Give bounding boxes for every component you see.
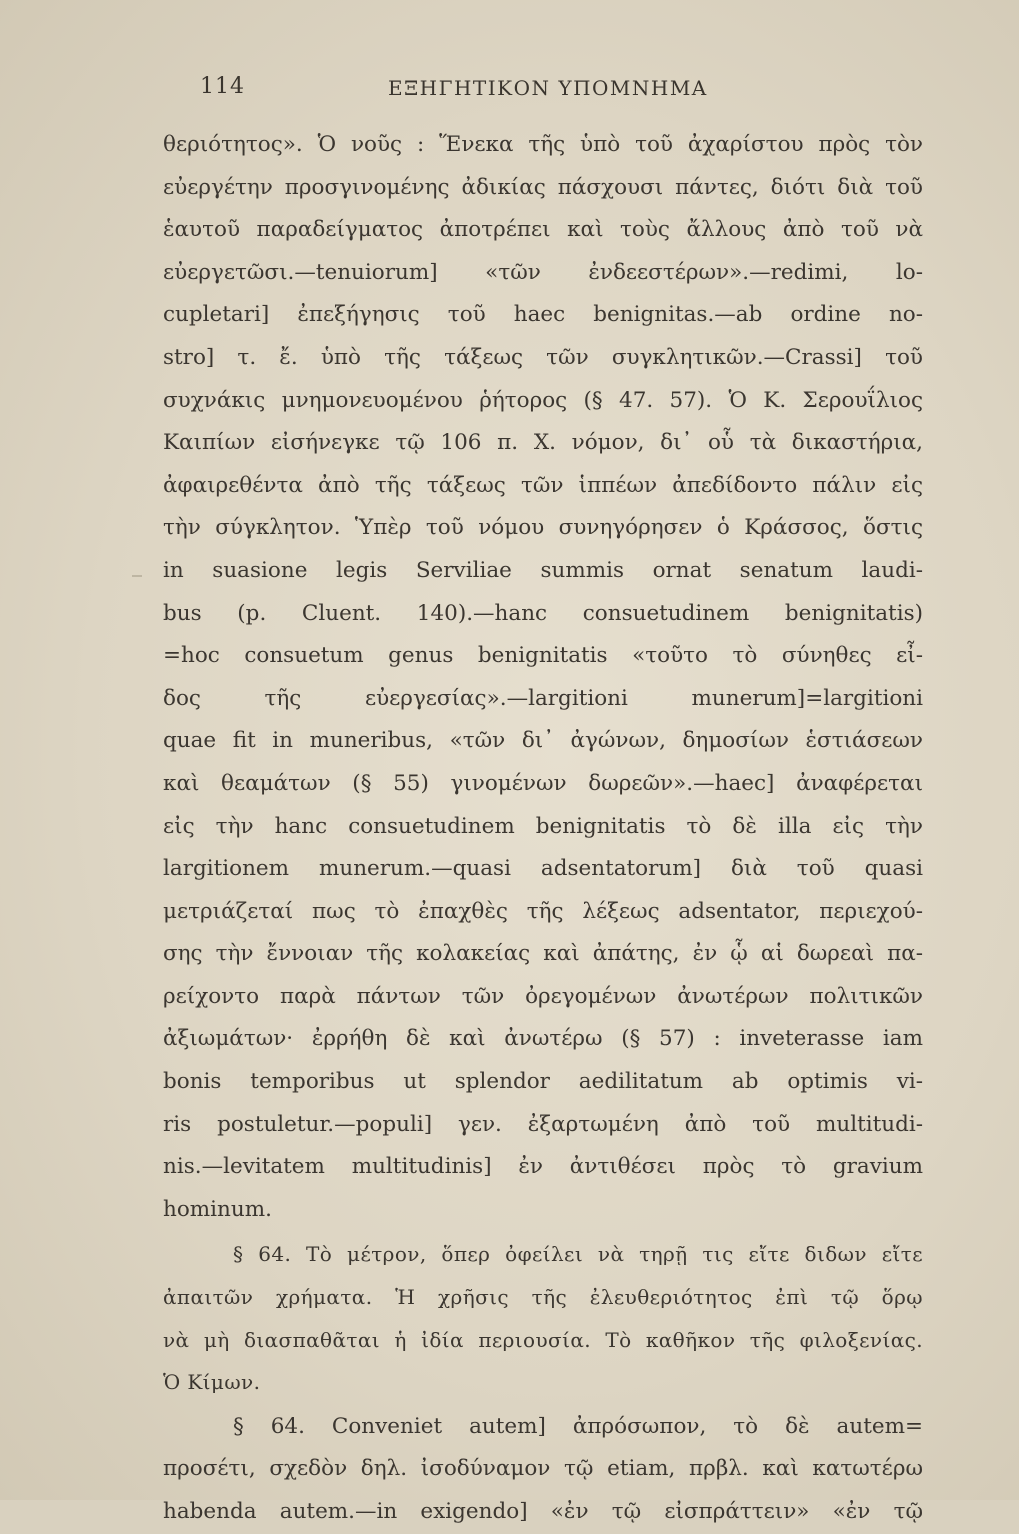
text-line: τὴν σύγκλητον. Ὑπὲρ τοῦ νόμου συνηγόρησεν ὁ Κράσσος, ὅστις: [163, 515, 923, 541]
text-line: bonis temporibus ut splendor aedilitatum ab optimis vi-: [163, 1069, 923, 1095]
text-line: habenda autem.—in exigendo] «ἐν τῷ εἰσπράττειν» «ἐν τῷ: [163, 1499, 923, 1524]
page-number: 114: [200, 74, 245, 99]
commentary-text: [163, 124, 923, 1534]
text-line: largitionem munerum.—quasi adsentatorum] διὰ τοῦ quasi: [163, 856, 923, 882]
text-line: εὐεργετῶσι.—tenuiorum] «τῶν ἐνδεεστέρων».—redimi, lo-: [163, 259, 923, 285]
text-line: =hoc consuetum genus benignitatis «τοῦτο τὸ σύνηθες εἶ-: [163, 643, 923, 669]
text-line: bus (p. Cluent. 140).—hanc consuetudinem benignitatis): [163, 600, 923, 626]
text-line: stro] τ. ἔ. ὑπὸ τῆς τάξεως τῶν συγκλητικῶν.—Crassi] τοῦ: [163, 344, 923, 370]
text-line: προσέτι, σχεδὸν δηλ. ἰσοδύναμον τῷ etiam, πρβλ. καὶ κατωτέρω: [163, 1456, 923, 1482]
text-line: § 64. Conveniet autem] ἀπρόσωπον, τὸ δὲ autem=: [233, 1413, 923, 1439]
text-line: εὐεργέτην προσγινομένης ἀδικίας πάσχουσι πάντες, διότι διὰ τοῦ: [163, 174, 923, 200]
text-line: ἀφαιρεθέντα ἀπὸ τῆς τάξεως τῶν ἱππέων ἀπεδίδοντο πάλιν εἰς: [163, 472, 923, 498]
text-line: quae fit in muneribus, «τῶν δι᾽ ἀγώνων, δημοσίων ἑστιάσεων: [163, 728, 923, 754]
running-title: ΕΞΗΓΗΤΙΚΟΝ ΥΠΟΜΝΗΜΑ: [388, 76, 708, 100]
text-line: § 64. Τὸ μέτρον, ὅπερ ὀφείλει νὰ τηρῇ τις εἴτε διδων εἴτε: [233, 1242, 923, 1267]
text-line: εἰς τὴν hanc consuetudinem benignitatis τὸ δὲ illa εἰς τὴν: [163, 813, 923, 839]
text-line: μετριάζεταί πως τὸ ἐπαχθὲς τῆς λέξεως adsentator, περιεχού-: [163, 898, 923, 924]
text-line: ἑαυτοῦ παραδείγματος ἀποτρέπει καὶ τοὺς ἄλλους ἀπὸ τοῦ νὰ: [163, 217, 923, 243]
text-line: σης τὴν ἔννοιαν τῆς κολακείας καὶ ἀπάτης, ἐν ᾧ αἱ δωρεαὶ πα-: [163, 941, 923, 967]
text-line: ρείχοντο παρὰ πάντων τῶν ὀρεγομένων ἀνωτέρων πολιτικῶν: [163, 983, 923, 1009]
text-line: καὶ θεαμάτων (§ 55) γινομένων δωρεῶν».—haec] ἀναφέρεται: [163, 770, 923, 796]
text-line: ἀξιωμάτων· ἐρρήθη δὲ καὶ ἀνωτέρω (§ 57) : inveterasse iam: [163, 1026, 923, 1052]
text-line: Καιπίων εἰσήνεγκε τῷ 106 π. Χ. νόμον, δι᾽ οὗ τὰ δικαστήρια,: [163, 430, 923, 456]
paragraph-section-64: [163, 1406, 923, 1534]
text-line: νὰ μὴ διασπαθᾶται ἡ ἰδία περιουσία. Τὸ καθῆκον τῆς φιλοξενίας.: [163, 1327, 923, 1352]
text-line: Ὁ Κίμων.: [163, 1370, 261, 1395]
text-line: δος τῆς εὐεργεσίας».—largitioni munerum]=largitioni: [163, 685, 923, 711]
text-line: συχνάκις μνημονευομένου ῥήτορος (§ 47. 57). Ὁ Κ. Σερουΐλιος: [163, 387, 923, 413]
text-line: nis.—levitatem multitudinis] ἐν ἀντιθέσει πρὸς τὸ gravium: [163, 1154, 923, 1180]
text-line: in suasione legis Serviliae summis ornat senatum laudi-: [163, 557, 923, 583]
text-line: cupletari] ἐπεξήγησις τοῦ haec benignitas.—ab ordine no-: [163, 302, 923, 328]
margin-mark: [132, 575, 142, 577]
text-line: ἀπαιτῶν χρήματα. Ἡ χρῆσις τῆς ἐλευθεριότητος ἐπὶ τῷ ὅρῳ: [163, 1285, 923, 1310]
text-line: hominum.: [163, 1196, 272, 1222]
paragraph-commentary: [163, 124, 923, 1231]
page-header: [0, 70, 1019, 110]
text-line: θεριότητος». Ὁ νοῦς : Ἕνεκα τῆς ὑπὸ τοῦ ἀχαρίστου πρὸς τὸν: [163, 132, 923, 157]
paragraph-summary: [163, 1233, 923, 1403]
text-line: ris postuletur.—populi] γεν. ἐξαρτωμένη ἀπὸ τοῦ multitudi-: [163, 1111, 923, 1137]
